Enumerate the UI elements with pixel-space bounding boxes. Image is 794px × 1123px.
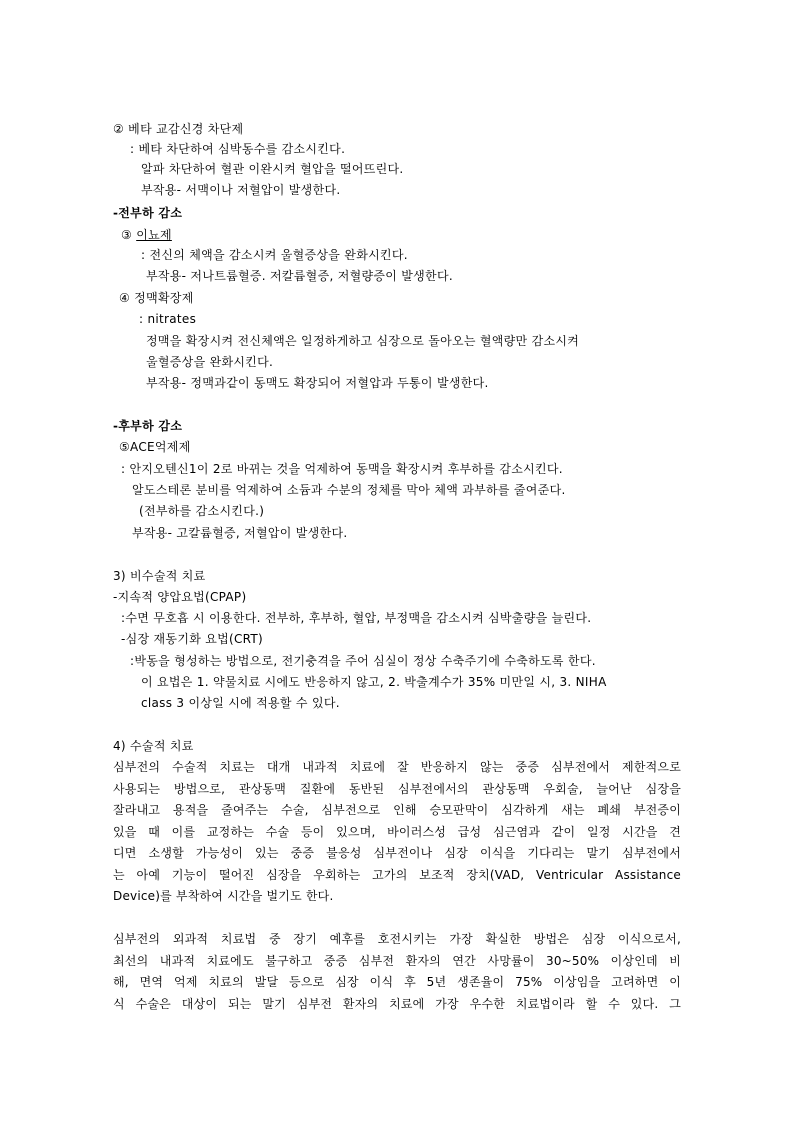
diuretic-line-2: 부작용- 저나트륨혈증. 저칼륨혈증, 저혈량증이 발생한다. bbox=[146, 269, 453, 283]
ace-heading: ⑤ACE억제제 bbox=[119, 440, 191, 454]
cpap-heading: -지속적 양압요법(CPAP) bbox=[113, 590, 247, 604]
beta-blocker-line-2: 알파 차단하여 혈관 이완시켜 혈압을 떨어뜨린다. bbox=[141, 162, 404, 176]
surgical-paragraph-2-line: 최선의 내과적 치료에도 불구하고 중증 심부전 환자의 연간 사망률이 30~50% 이상인데 비 bbox=[113, 954, 681, 968]
ace-line-3: (전부하를 감소시킨다.) bbox=[139, 504, 265, 518]
diuretic-heading bbox=[121, 228, 172, 243]
crt-line-3: class 3 이상일 시에 적용할 수 있다. bbox=[141, 696, 340, 710]
venodilator-line-4: 부작용- 정맥과같이 동맥도 확장되어 저혈압과 두통이 발생한다. bbox=[146, 376, 489, 390]
diuretic-number: ③ bbox=[121, 228, 133, 242]
surgical-paragraph-2-line: 식 수술은 대상이 되는 말기 심부전 환자의 치료에 가장 우수한 치료법이라 할 수 있다. 그 bbox=[113, 997, 681, 1011]
surgical-paragraph-1-line: 사용되는 방법으로, 관상동맥 질환에 동반된 심부전에서의 관상동맥 우회술, 늘어난 심장을 bbox=[113, 782, 681, 796]
venodilator-line-1: : nitrates bbox=[139, 312, 197, 326]
beta-blocker-line-3: 부작용- 서맥이나 저혈압이 발생한다. bbox=[141, 183, 341, 197]
ace-line-4: 부작용- 고칼륨혈증, 저혈압이 발생한다. bbox=[132, 526, 348, 540]
crt-line-1: :박동을 형성하는 방법으로, 전기충격을 주어 심실이 정상 수축주기에 수축하도록 한다. bbox=[130, 654, 596, 668]
ace-line-1: : 안지오텐신1이 2로 바뀌는 것을 억제하여 동맥을 확장시켜 후부하를 감소시킨다. bbox=[121, 462, 563, 476]
surgical-paragraph-2-line: 해, 면역 억제 치료의 발달 등으로 심장 이식 후 5년 생존율이 75% 이상임을 고려하면 이 bbox=[113, 975, 681, 989]
surgical-paragraph-1-line: 잘라내고 용적을 줄여주는 수술, 심부전으로 인해 승모판막이 심각하게 새는 폐쇄 부전증이 bbox=[113, 803, 681, 817]
cpap-line-1: :수면 무호흡 시 이용한다. 전부하, 후부하, 혈압, 부정맥을 감소시켜 심박출량을 늘린다. bbox=[121, 611, 592, 625]
nonsurgical-heading: 3) 비수술적 치료 bbox=[113, 569, 206, 583]
venodilator-line-2: 정맥을 확장시켜 전신체액은 일정하게하고 심장으로 돌아오는 혈액량만 감소시켜 bbox=[146, 334, 580, 348]
crt-line-2: 이 요법은 1. 약물치료 시에도 반응하지 않고, 2. 박출계수가 35% 미만일 시, 3. NIHA bbox=[141, 675, 607, 689]
surgical-paragraph-1-line: 심부전의 수술적 치료는 대개 내과적 치료에 잘 반응하지 않는 중증 심부전에서 제한적으로 bbox=[113, 760, 681, 774]
surgical-paragraph-2-line: 심부전의 외과적 치료법 중 장기 예후를 호전시키는 가장 확실한 방법은 심장 이식으로서, bbox=[113, 932, 681, 946]
beta-blocker-line-1: : 베타 차단하여 심박동수를 감소시킨다. bbox=[130, 142, 346, 156]
surgical-paragraph-1-line: 는 아예 기능이 떨어진 심장을 우회하는 고가의 보조적 장치(VAD, Ventricular Assistance bbox=[113, 868, 681, 882]
afterload-heading: -후부하 감소 bbox=[113, 419, 183, 433]
preload-heading: -전부하 감소 bbox=[113, 206, 183, 220]
diuretic-line-1: : 전신의 체액을 감소시켜 울혈증상을 완화시킨다. bbox=[141, 248, 408, 262]
venodilator-heading: ④ 정맥확장제 bbox=[119, 291, 194, 305]
crt-heading: -심장 재동기화 요법(CRT) bbox=[121, 632, 264, 646]
beta-blocker-heading: ② 베타 교감신경 차단제 bbox=[113, 122, 244, 136]
surgical-paragraph-1-last-line: Device)를 부착하여 시간을 벌기도 한다. bbox=[113, 889, 334, 903]
surgical-paragraph-1-line: 디면 소생할 가능성이 있는 중증 불응성 심부전이나 심장 이식을 기다리는 말기 심부전에서 bbox=[113, 846, 681, 860]
surgical-heading: 4) 수술적 치료 bbox=[113, 739, 194, 753]
venodilator-line-3: 울혈증상을 완화시킨다. bbox=[146, 355, 274, 369]
surgical-paragraph-1-line: 있을 때 이를 교정하는 수술 등이 있으며, 바이러스성 급성 심근염과 같이 일정 시간을 견 bbox=[113, 825, 681, 839]
diuretic-title: 이뇨제 bbox=[136, 228, 172, 242]
ace-line-2: 알도스테론 분비를 억제하여 소듐과 수분의 정체를 막아 체액 과부하를 줄여준다. bbox=[132, 483, 566, 497]
